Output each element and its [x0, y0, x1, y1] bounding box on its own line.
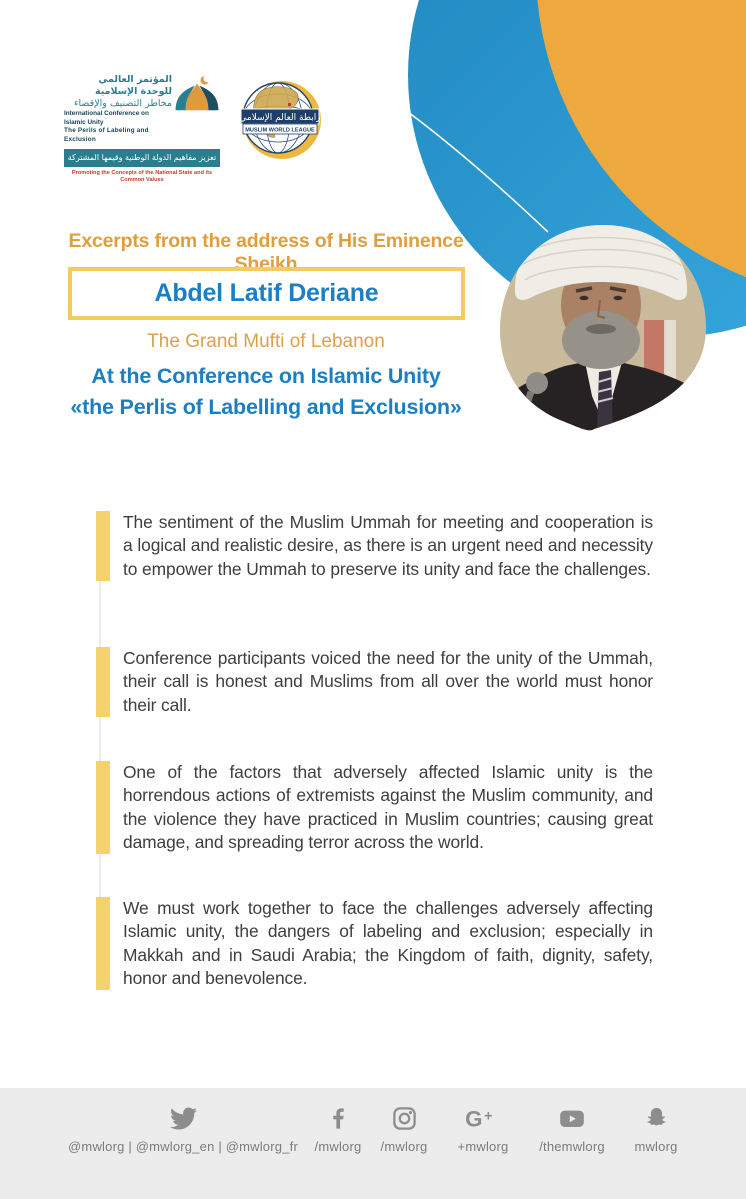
mwl-english-name: MUSLIM WORLD LEAGUE	[245, 127, 315, 134]
event-title-line1: At the Conference on Islamic Unity	[91, 364, 441, 388]
speaker-title: The Grand Mufti of Lebanon	[147, 331, 385, 352]
event-title-line2: «the Perlis of Labelling and Exclusion»	[70, 395, 462, 419]
instagram-handle[interactable]: /mwlorg	[380, 1139, 428, 1154]
conference-banner-arabic: تعزيز مفاهيم الدولة الوطنية وقيمها المشتركة	[64, 149, 220, 167]
makkah-marker	[288, 103, 291, 106]
twitter-icon	[170, 1105, 197, 1132]
quote-block	[96, 897, 653, 990]
quote-block	[96, 647, 653, 717]
snapchat-handle[interactable]: mwlorg	[634, 1139, 678, 1154]
domes-crescent-icon	[174, 74, 220, 122]
conference-logo-english-title: International Conference on Islamic Unity	[64, 110, 149, 126]
conference-logo-arabic-title: المؤتمر العالمي للوحدة الإسلامية	[94, 74, 172, 97]
conference-logo-english-subtitle: The Perils of Labeling and Exclusion	[64, 127, 149, 143]
beard	[562, 311, 640, 369]
quote-highlight-bar	[96, 761, 110, 854]
speaker-name: Abdel Latif Deriane	[154, 279, 379, 307]
globe-icon	[241, 79, 323, 161]
instagram-icon	[391, 1105, 418, 1132]
youtube-handle[interactable]: /themwlorg	[539, 1139, 605, 1154]
quote-block	[96, 761, 653, 854]
googleplus-icon	[464, 1105, 502, 1132]
social-youtube[interactable]	[530, 1105, 614, 1154]
facebook-icon	[325, 1105, 352, 1132]
microphone-stem	[517, 392, 531, 432]
mwl-logo	[241, 79, 323, 166]
social-snapchat[interactable]	[624, 1105, 688, 1154]
social-twitter[interactable]	[62, 1105, 304, 1154]
social-facebook[interactable]	[312, 1105, 364, 1154]
quote-text: One of the factors that adversely affected Islamic unity is the horrendous actions of extremists against the Muslim community, and the violence they have practiced in Muslim countries; causing great damage, and spreading terror across the world.	[123, 762, 653, 852]
conference-banner-english: Promoting the Concepts of the National State and its Common Values	[71, 170, 213, 183]
social-googleplus[interactable]	[448, 1105, 518, 1154]
googleplus-handle[interactable]: +mwlorg	[457, 1139, 509, 1154]
twitter-handles[interactable]: @mwlorg | @mwlorg_en | @mwlorg_fr	[68, 1139, 298, 1154]
event-title	[40, 361, 492, 423]
quote-highlight-bar	[96, 897, 110, 990]
social-instagram[interactable]	[376, 1105, 432, 1154]
svg-text:G: G	[465, 1106, 483, 1132]
quote-block	[96, 511, 653, 581]
quote-highlight-bar	[96, 511, 110, 581]
mustache	[586, 324, 616, 334]
mwl-arabic-name: رابطة العالم الإسلامي	[241, 113, 321, 123]
youtube-icon	[557, 1105, 587, 1132]
quote-text: Conference participants voiced the need for the unity of the Ummah, their call is honest and Muslims from all over the world must honor their call.	[123, 648, 653, 715]
mwl-bands	[241, 109, 321, 134]
microphone	[526, 372, 548, 394]
social-footer	[0, 1088, 746, 1199]
svg-text:+: +	[484, 1108, 493, 1125]
kicker-line: Excerpts from the address of His Eminence Sheikh	[68, 230, 464, 275]
quote-highlight-bar	[96, 647, 110, 717]
snapchat-icon	[643, 1105, 670, 1132]
facebook-handle[interactable]: /mwlorg	[314, 1139, 362, 1154]
quote-text: We must work together to face the challenges adversely affecting Islamic unity, the dangers of labeling and exclusion; especially in Makkah and in Saudi Arabia; the Kingdom of faith, dignity, safety, honor and benevolence.	[123, 898, 653, 988]
speaker-name-box	[68, 267, 465, 320]
conference-logo-arabic-subtitle: مخاطر التصنيف والإقصاء	[74, 98, 172, 109]
conference-logo	[64, 74, 220, 184]
quote-text: The sentiment of the Muslim Ummah for meeting and cooperation is a logical and realistic desire, as there is an urgent need and necessity to empower the Ummah to preserve its unity and face the challenges.	[123, 512, 653, 579]
